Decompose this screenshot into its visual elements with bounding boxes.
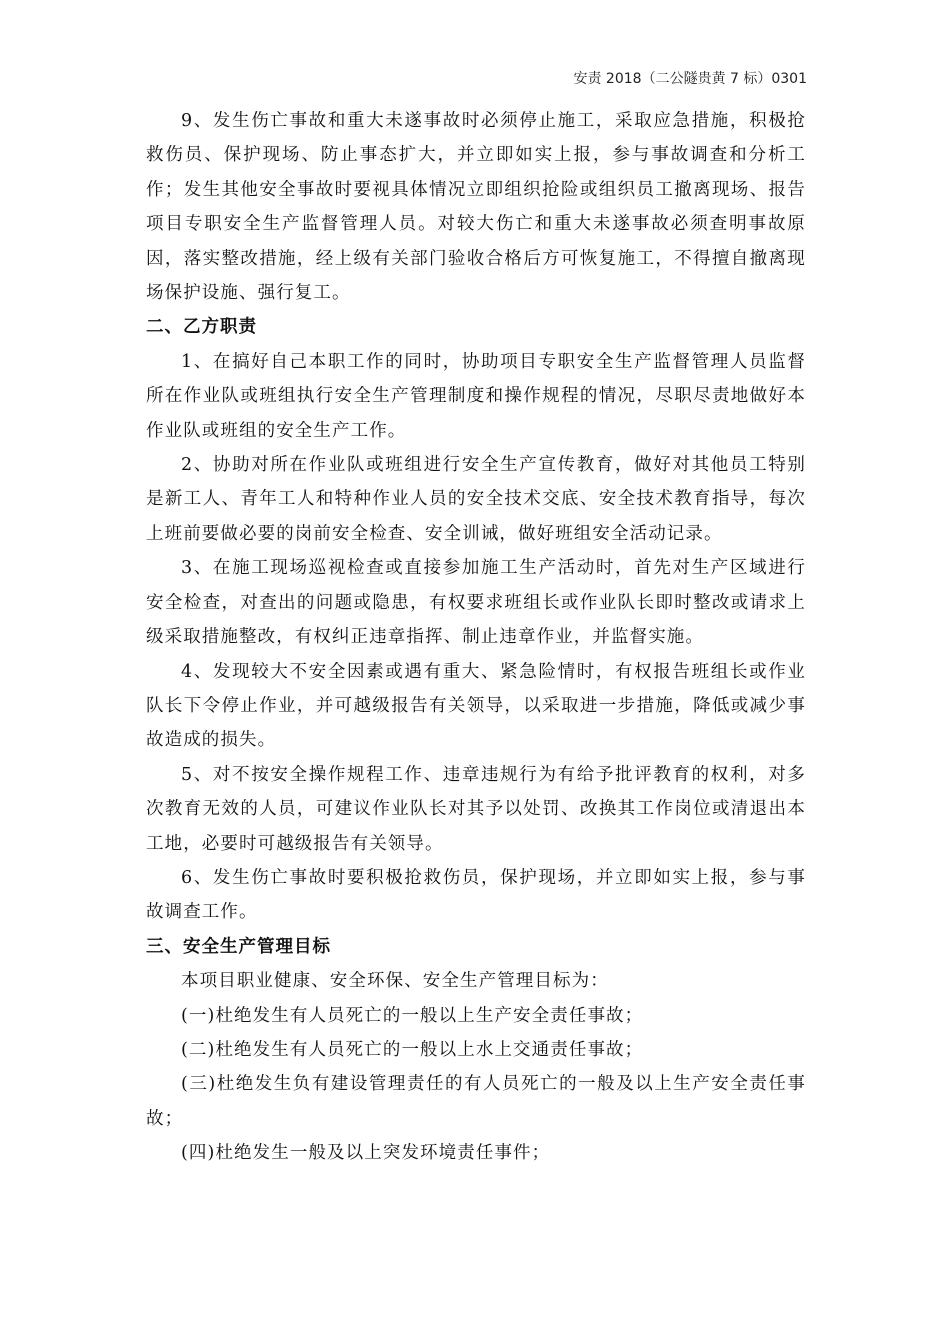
document-reference-number: 安责 2018（二公隧贵黄 7 标）0301 <box>573 71 807 87</box>
section-2-item-1: 1、在搞好自己本职工作的同时，协助项目专职安全生产监督管理人员监督所在作业队或班组执行安全生产管理制度和操作规程的情况，尽职尽责地做好本作业队或班组的安全生产工作。 <box>146 351 806 441</box>
section-3-goal-1: (一)杜绝发生有人员死亡的一般以上生产安全责任事故； <box>181 1005 644 1026</box>
section-3-heading: 三、安全生产管理目标 <box>146 936 331 957</box>
section-2-item-6: 6、发生伤亡事故时要积极抢救伤员，保护现场，并立即如实上报，参与事故调查工作。 <box>146 867 806 923</box>
section-3-intro: 本项目职业健康、安全环保、安全生产管理目标为： <box>181 971 609 992</box>
section-2-item-3: 3、在施工现场巡视检查或直接参加施工生产活动时，首先对生产区域进行安全检查，对查出的问题或隐患，有权要求班组长或作业队长即时整改或请求上级采取措施整改，有权纠正违章指挥、制止违章作业，并监督实施。 <box>146 558 806 648</box>
section-3-goal-2: (二)杜绝发生有人员死亡的一般以上水上交通责任事故； <box>181 1039 644 1060</box>
section-3-goal-4: (四)杜绝发生一般及以上突发环境责任事件； <box>181 1143 551 1164</box>
document-body <box>146 104 806 1171</box>
section-2-heading: 二、乙方职责 <box>146 317 257 338</box>
section-2-item-4: 4、发现较大不安全因素或遇有重大、紧急险情时，有权报告班组长或作业队长下令停止作业，并可越级报告有关领导，以采取进一步措施，降低或减少事故造成的损失。 <box>146 661 806 751</box>
section-3-goal-3: (三)杜绝发生负有建设管理责任的有人员死亡的一般及以上生产安全责任事故； <box>146 1074 806 1129</box>
section-2-item-5: 5、对不按安全操作规程工作、违章违规行为有给予批评教育的权利，对多次教育无效的人员，可建议作业队长对其予以处罚、改换其工作岗位或清退出本工地，必要时可越级报告有关领导。 <box>146 764 806 854</box>
section-2-item-2: 2、协助对所在作业队或班组进行安全生产宣传教育，做好对其他员工特别是新工人、青年工人和特种作业人员的安全技术交底、安全技术教育指导，每次上班前要做必要的岗前安全检查、安全训诫，做好班组安全活动记录。 <box>146 455 806 544</box>
clause-9: 9、发生伤亡事故和重大未遂事故时必须停止施工，采取应急措施，积极抢救伤员、保护现场、防止事态扩大，并立即如实上报，参与事故调查和分析工作；发生其他安全事故时要视具体情况立即组织抢险或组织员工撤离现场、报告项目专职安全生产监督管理人员。对较大伤亡和重大未遂事故必须查明事故原因，落实整改措施，经上级有关部门验收合格后方可恢复施工，不得擅自撤离现场保护设施、强行复工。 <box>146 111 806 304</box>
